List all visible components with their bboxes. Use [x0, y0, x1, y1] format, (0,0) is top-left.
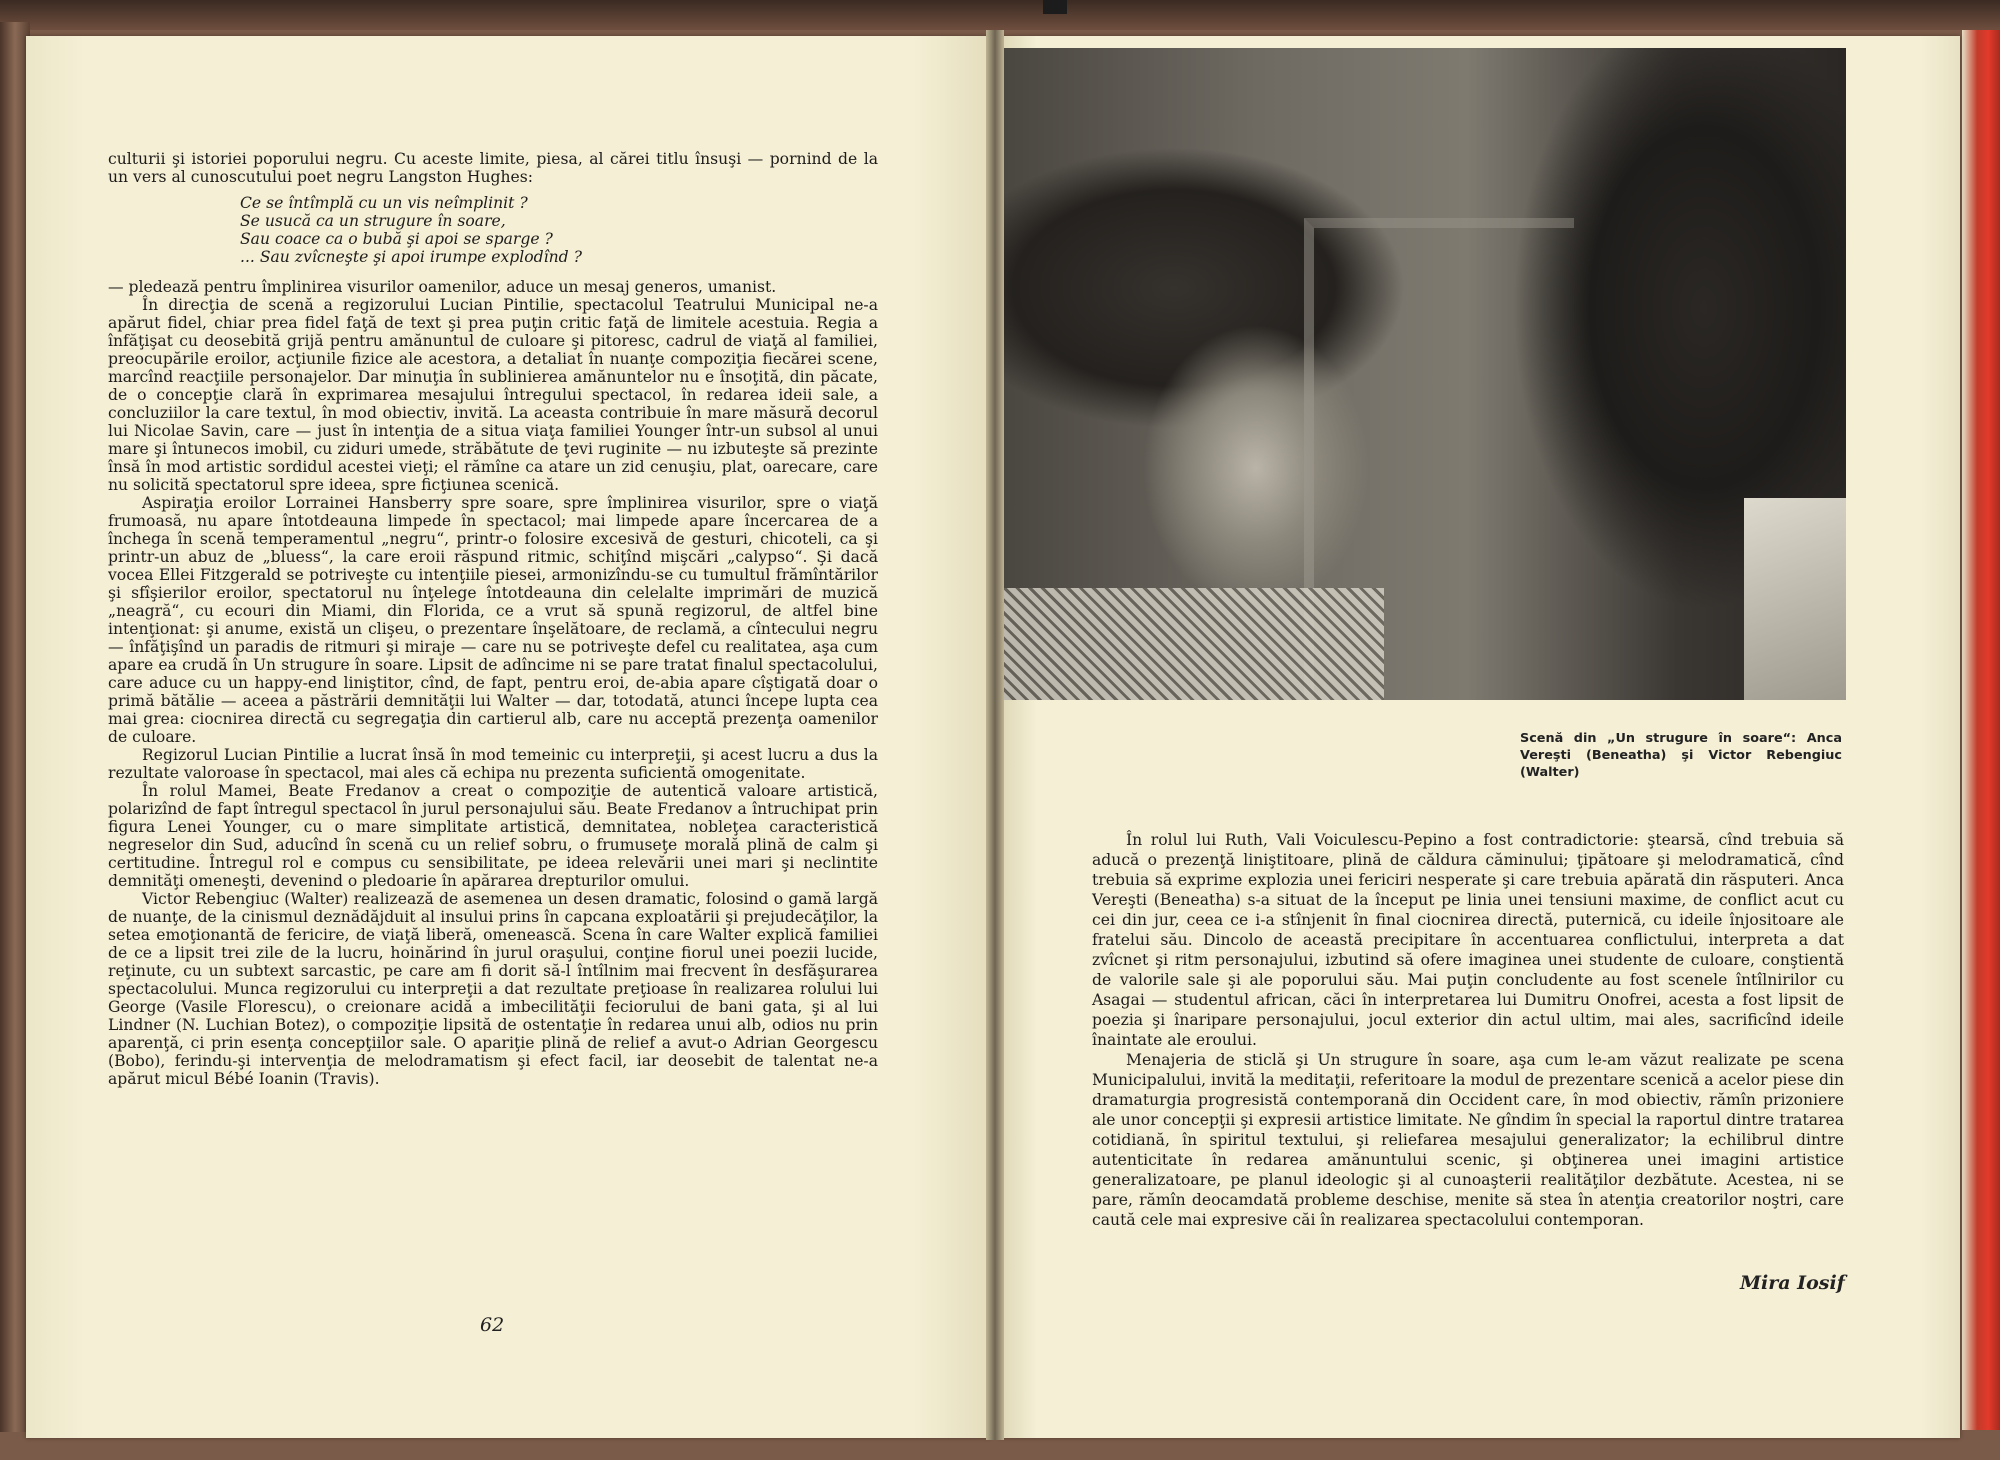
bookmark-ribbon [1043, 0, 1067, 14]
paragraph: Aspiraţia eroilor Lorrainei Hansberry spre soare, spre împlinirea visurilor, spre o viaţă frumoasă, nu apare întotdeauna limpede în spectacol; mai limpede apare încercarea de a închega în scenă temperamentul „negru“, printr-o folosire excesivă de gesturi, chicoteli, ca şi printr-un abuz de „bluess“, la care eroii răspund ritmic, schiţînd mişcări „calypso“. Şi dacă vocea Ellei Fitzgerald se potriveşte cu intenţiile piesei, armonizîndu-se cu tumultul frămîntărilor şi sfîşierilor eroilor, spectatorul nu înţelege întotdeauna din celelalte imprimări de muzică „neagră“, cu ecouri din Miami, din Florida, ce a vrut să spună regizorul, de altfel bine intenţionat: şi anume, există un clişeu, o prezentare înşelătoare, de reclamă, a cîntecului negru — înfăţişînd un paradis de ritmuri şi miraje — care nu se potriveşte defel cu realitatea, aşa cum apare ea crudă în Un strugure în soare. Lipsit de adîncime ni se pare tratat finalul spectacolului, care aduce cu un happy-end liniştitor, cînd, de fapt, pentru eroi, de-abia apare cîştigată doar o primă bătălie — aceea a păstrării demnităţii lui Walter — dar, totodată, atunci începe lupta cea mai grea: ciocnirea directă cu segregaţia din cartierul alb, care nu acceptă prezenţa oamenilor de culoare. [108, 494, 878, 746]
verse-line: Ce se întîmplă cu un vis neîmplinit ? [240, 194, 528, 212]
paragraph: Victor Rebengiuc (Walter) realizează de asemenea un desen dramatic, folosind o gamă largă de nuanţe, de la cinismul deznădăjduit al insului prins în capcana exploatării şi prejudecăţilor, la setea emoţionantă de fericire, de viaţă liberă, omenească. Scena în care Walter explică familiei de ce a lipsit trei zile de la lucru, hoinărind în jurul oraşului, conţine fiorul unei poezii lucide, reţinute, cu un subtext sarcastic, pe care am fi dorit să-l întîlnim mai frecvent în desfăşurarea spectacolului. Munca regizorului cu interpreţii a dat rezultate preţioase în realizarea rolului lui George (Vasile Florescu), o creionare acidă a imbecilităţii feciorului de bani gata, şi al lui Lindner (N. Luchian Botez), o compoziţie lipsită de ostentaţie în redarea unui alb, odios nu prin aparenţă, ci prin esenţa concepţiilor sale. O apariţie plină de relief a avut-o Adrian Georgescu (Bobo), ferindu-şi intervenţia de melodramatism şi efect facil, iar deosebit de talentat ne-a apărut micul Bébé Ioanin (Travis). [108, 890, 878, 1088]
intro-paragraph: culturii şi istoriei poporului negru. Cu aceste limite, piesa, al cărei titlu însuşi — pornind de la un vers al cunoscutului poet negru Langston Hughes: [108, 150, 878, 186]
book-cover-edge [0, 0, 2000, 30]
left-page-text [108, 150, 878, 1088]
page-number: 62 [480, 1314, 505, 1336]
paragraph: În rolul Mamei, Beate Fredanov a creat o compoziţie de autentică valoare artistică, polarizînd de fapt întregul spectacol în jurul personajului său. Beate Fredanov a întruchipat prin figura Lenei Younger, cu o mare simplitate artistică, demnitatea, nobleţea caracteristică negreselor din Sud, aducînd în scenă cu un relief sobru, o frumuseţe morală plină de calm şi certitudine. Întregul rol e compus cu sensibilitate, pe ideea relevării unei mari şi neclintite demnităţi omeneşti, devenind o pledoarie în apărarea drepturilor omului. [108, 782, 878, 890]
author-signature: Mira Iosif [1740, 1272, 1845, 1294]
right-page-text [1092, 830, 1844, 1230]
photo-checkered-shirt [1004, 588, 1384, 700]
poem-quote [240, 194, 878, 266]
paragraph: — pledează pentru împlinirea visurilor oamenilor, aduce un mesaj generos, umanist. [108, 278, 777, 296]
paragraph: În direcţia de scenă a regizorului Lucian Pintilie, spectacolul Teatrului Municipal ne-a apărut fidel, chiar prea fidel faţă de text şi prea puţin critic faţă de limitele acestuia. Regia a înfăţişat cu deosebită grijă pentru amănuntul de culoare şi pitoresc, cadrul de viaţă al familiei, preocupările eroilor, acţiunile fizice ale acestora, a detaliat în nuanţe compoziţia fiecărei scene, marcînd reacţiile personajelor. Dar minuţia în sublinierea amănuntelor nu e însoţită, din păcate, de o concepţie clară în exprimarea mesajului întregului spectacol, în redarea ideii sale, a concluziilor la care textul, în mod obiectiv, invită. La aceasta contribuie în mare măsură decorul lui Nicolae Savin, care — just în intenţia de a situa viaţa familiei Younger într-un subsol al unui mare şi întunecos imobil, cu ziduri umede, străbătute de ţevi ruginite — nu izbuteşte să prezinte însă în mod artistic sordidul acestei vieţi; el rămîne ca atare un zid cenuşiu, plat, oarecare, care nu solicită spectatorul spre ideea, spre ficţiunea scenică. [108, 296, 878, 494]
verse-line: Se usucă ca un strugure în soare, [240, 212, 506, 230]
scene-photograph [1004, 48, 1846, 700]
book-gutter [986, 30, 1004, 1440]
paragraph: În rolul lui Ruth, Vali Voiculescu-Pepino a fost contradictorie: ştearsă, cînd trebuia să aducă o prezenţă liniştitoare, plină de căldura căminului; ţipătoare şi melodramatică, cînd trebuia să exprime explozia unei fericiri nesperate şi care trebuia apărată din răsputeri. Anca Vereşti (Beneatha) s-a situat de la început pe linia unei tensiuni maxime, de conflict acut cu cei din jur, ceea ce i-a stînjenit în final ciocnirea directă, puternică, cu ideile înjositoare ale fratelui său. Dincolo de această precipitare în accentuarea conflictului, interpreta a dat zvîcnet şi ritm personajului, izbutind să ofere imaginea unei studente de culoare, conştientă de valorile sale şi ale poporului său. Mai puţin concludente au fost scenele întîlnirilor cu Asagai — studentul african, căci în interpretarea lui Dumitru Onofrei, acesta a fost lipsit de poezia şi înaripare personajului, jocul exterior din actul ultim, mai ales, sacrificînd ideile înaintate ale eroului. [1092, 831, 1844, 1049]
verse-line: ... Sau zvîcneşte şi apoi irumpe explodînd ? [240, 248, 582, 266]
verse-line: Sau coace ca o bubă şi apoi se sparge ? [240, 230, 553, 248]
paragraph: Regizorul Lucian Pintilie a lucrat însă în mod temeinic cu interpreţii, şi acest lucru a dus la rezultate valoroase în spectacol, mai ales că echipa nu prezenta suficientă omogenitate. [108, 746, 878, 782]
photo-white-collar [1744, 498, 1846, 700]
paragraph: Menajeria de sticlă şi Un strugure în soare, aşa cum le-am văzut realizate pe scena Municipalului, invită la meditaţii, referitoare la modul de prezentare scenică a acelor piese din dramaturgia progresistă contemporană din Occident care, în mod obiectiv, rămîn prizoniere ale unor concepţii şi expresii artistice limitate. Ne gîndim în special la raportul dintre tratarea cotidiană, în spiritul textului, şi reliefarea mesajului generalizator; la echilibrul dintre autenticitate în redarea amănuntului scenic, şi obţinerea unei imagini artistice generalizatoare, pe planul ideologic şi al cunoaşterii realităţilor dezbătute. Acestea, ni se pare, rămîn deocamdată probleme deschise, menite să stea în atenţia creatorilor noştri, care caută cele mai expresive căi în realizarea spectacolului contemporan. [1092, 1051, 1844, 1229]
photo-caption: Scenă din „Un strugure în soare“: Anca Vereşti (Beneatha) şi Victor Rebengiuc (Walter) [1520, 731, 1842, 780]
book-edge-right [1962, 30, 2000, 1430]
